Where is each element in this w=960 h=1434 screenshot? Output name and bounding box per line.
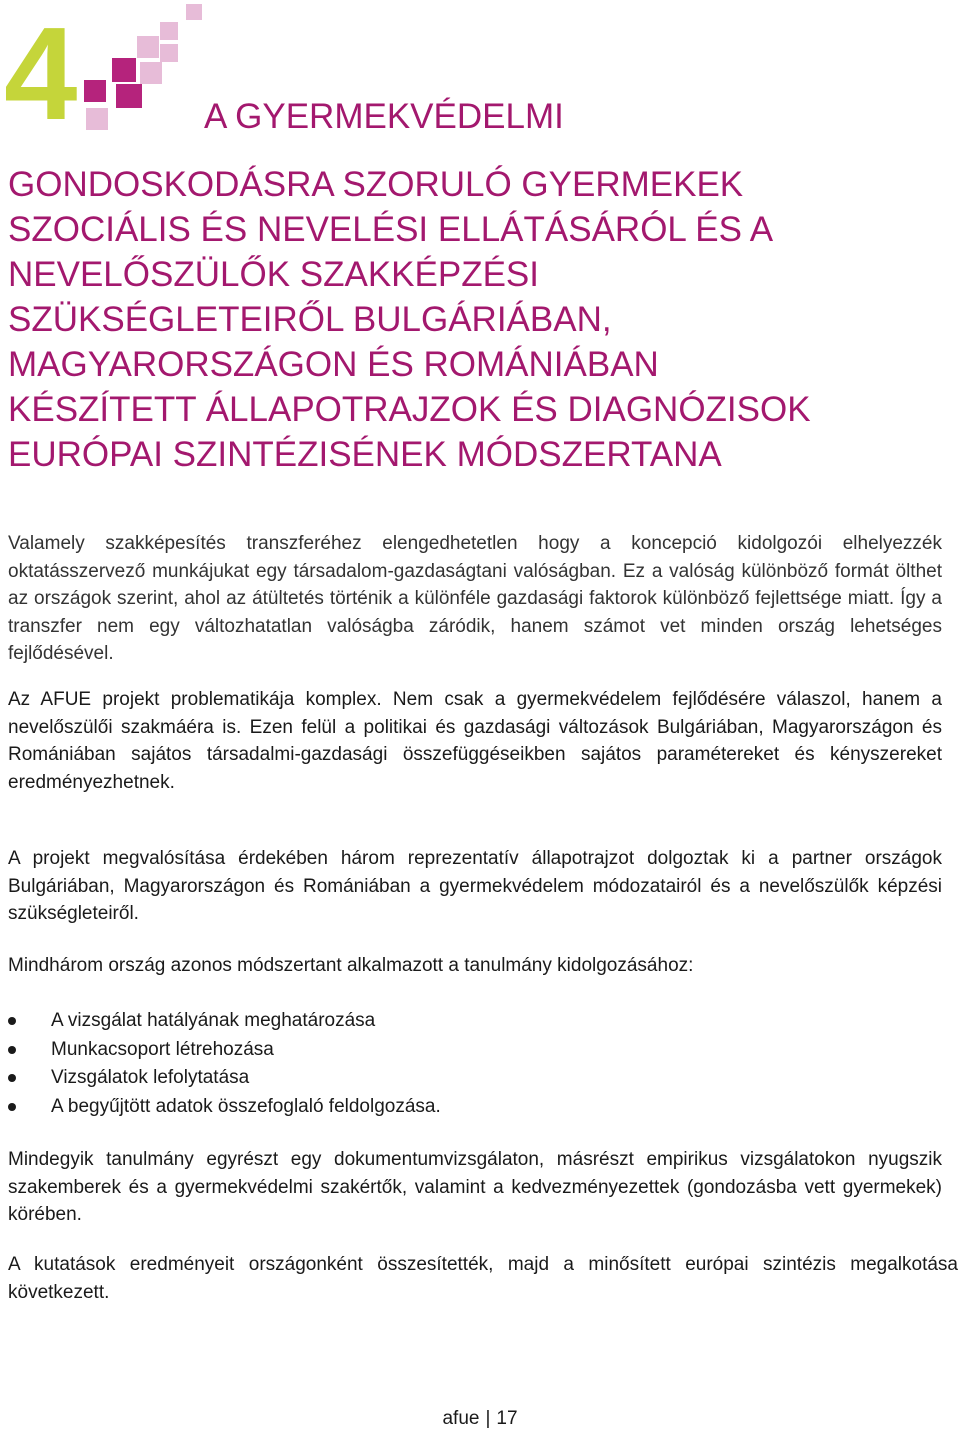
page-title-continued — [8, 162, 948, 477]
page-title: A GYERMEKVÉDELMI — [204, 97, 564, 136]
title-line: SZÜKSÉGLETEIRŐL BULGÁRIÁBAN, — [8, 300, 612, 339]
title-line: MAGYARORSZÁGON ÉS ROMÁNIÁBAN — [8, 345, 659, 384]
bullet-icon — [8, 1017, 16, 1025]
list-item — [8, 1064, 441, 1093]
title-line: EURÓPAI SZINTÉZISÉNEK MÓDSZERTANA — [8, 435, 722, 474]
square — [160, 22, 178, 40]
bullet-icon — [8, 1046, 16, 1054]
paragraph: Az AFUE projekt problematikája komplex. Nem csak a gyermekvédelem fejlődésére válaszol, hanem a nevelőszülői szakmáéra is. Ezen felül a politikai és gazdasági változások Bulgáriában, Magyarországon és Romániában sajátos társadalmi-gazdasági összefüggéseikben sajátos paramétereket és kényszereket eredményezhetnek. — [8, 689, 942, 793]
title-line: GONDOSKODÁSRA SZORULÓ GYERMEKEK — [8, 165, 744, 204]
list-item-text: A begyűjtött adatok összefoglaló feldolgozása. — [51, 1095, 441, 1117]
footer-brand: afue — [442, 1408, 480, 1429]
square — [84, 80, 106, 102]
paragraph: A projekt megvalósítása érdekében három reprezentatív állapotrajzot dolgoztak ki a partner országok Bulgáriában, Magyarországon és Romániában a gyermekvédelem módozatairól és a nevelőszülők képzési szükségleteiről. — [8, 848, 942, 924]
list-item — [8, 1093, 441, 1122]
list-item-text: Munkacsoport létrehozása — [51, 1038, 274, 1060]
page-number: 17 — [496, 1408, 518, 1429]
list-item — [8, 1036, 441, 1065]
square — [86, 108, 108, 130]
paragraph: A kutatások eredményeit országonként összesítették, majd a minősített európai szintézis megalkotása következett. — [8, 1254, 958, 1303]
title-line: SZOCIÁLIS ÉS NEVELÉSI ELLÁTÁSÁRÓL ÉS A — [8, 210, 774, 249]
title-line: KÉSZÍTETT ÁLLAPOTRAJZOK ÉS DIAGNÓZISOK — [8, 390, 811, 429]
bullet-list — [8, 1007, 441, 1121]
square — [116, 84, 142, 108]
square — [112, 58, 136, 82]
page-footer — [0, 1408, 960, 1430]
square — [140, 62, 162, 84]
paragraph: Mindhárom ország azonos módszertant alkalmazott a tanulmány kidolgozásához: — [8, 955, 694, 976]
square — [137, 36, 159, 58]
bullet-icon — [8, 1074, 16, 1082]
paragraph: Mindegyik tanulmány egyrészt egy dokumentumvizsgálaton, másrészt empirikus vizsgálatokon nyugszik szakemberek és a gyermekvédelmi szakértők, valamint a kedvezményezettek (gondozásba vett gyermekek) körében. — [8, 1149, 942, 1225]
list-item-text: Vizsgálatok lefolytatása — [51, 1067, 250, 1088]
square — [186, 4, 202, 20]
paragraph: Valamely szakképesítés transzferéhez elengedhetetlen hogy a koncepció kidolgozói elhelyezzék oktatásszervező munkájukat egy társadalom-gazdaságtani valóságban. Ez a valóság különböző formát ölthet az országok szerint, ahol az átültetés történik a különféle gazdasági faktorok különböző fejlettsége miatt. Így a transzfer nem egy változhatatlan valóságba záródik, hanem számot vet minden ország lehetséges fejlődésével. — [8, 533, 942, 664]
list-item-text: A vizsgálat hatályának meghatározása — [51, 1010, 376, 1031]
list-item — [8, 1007, 441, 1036]
square — [160, 44, 178, 62]
chapter-number: 4 — [4, 0, 74, 147]
bullet-icon — [8, 1103, 16, 1111]
footer-separator: | — [485, 1408, 491, 1429]
title-line: NEVELŐSZÜLŐK SZAKKÉPZÉSI — [8, 255, 539, 294]
